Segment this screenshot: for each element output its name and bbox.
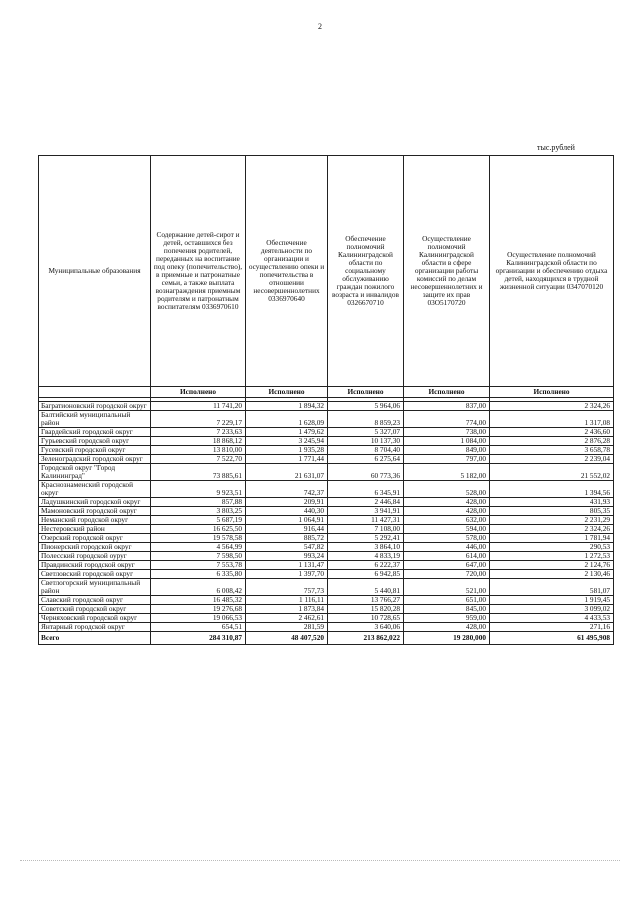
value-cell: 7 598,50 bbox=[151, 552, 246, 561]
value-cell: 3 658,78 bbox=[490, 446, 614, 455]
value-cell: 2 130,46 bbox=[490, 570, 614, 579]
footer-dotted-line bbox=[20, 860, 620, 861]
value-cell: 3 245,94 bbox=[246, 437, 328, 446]
value-cell: 1 084,00 bbox=[404, 437, 490, 446]
table-row bbox=[39, 623, 614, 632]
value-cell: 720,00 bbox=[404, 570, 490, 579]
value-cell: 4 433,53 bbox=[490, 614, 614, 623]
municipality-name: Янтарный городской округ bbox=[39, 623, 151, 632]
value-cell: 614,00 bbox=[404, 552, 490, 561]
total-value: 48 407,520 bbox=[246, 632, 328, 645]
value-cell: 654,51 bbox=[151, 623, 246, 632]
value-cell: 60 773,36 bbox=[328, 464, 404, 481]
value-cell: 547,82 bbox=[246, 543, 328, 552]
value-cell: 3 941,91 bbox=[328, 507, 404, 516]
value-cell: 446,00 bbox=[404, 543, 490, 552]
value-cell: 7 553,78 bbox=[151, 561, 246, 570]
value-cell: 7 108,00 bbox=[328, 525, 404, 534]
value-cell: 2 436,60 bbox=[490, 428, 614, 437]
value-cell: 2 231,29 bbox=[490, 516, 614, 525]
municipality-name: Неманский городской округ bbox=[39, 516, 151, 525]
value-cell: 19 578,58 bbox=[151, 534, 246, 543]
value-cell: 21 552,02 bbox=[490, 464, 614, 481]
municipality-name: Мамоновский городской округ bbox=[39, 507, 151, 516]
value-cell: 428,00 bbox=[404, 507, 490, 516]
value-cell: 15 820,28 bbox=[328, 605, 404, 614]
value-cell: 11 741,20 bbox=[151, 402, 246, 411]
value-cell: 857,88 bbox=[151, 498, 246, 507]
header-col-children-recreation: Осуществление полномочий Калининградской области по организации и обеспечению отдыха детей, находящихся в трудной жизненной ситуации 0347070120 bbox=[490, 156, 614, 387]
value-cell: 6 345,91 bbox=[328, 481, 404, 498]
value-cell: 5 327,07 bbox=[328, 428, 404, 437]
table-row bbox=[39, 516, 614, 525]
value-cell: 3 803,25 bbox=[151, 507, 246, 516]
value-cell: 290,53 bbox=[490, 543, 614, 552]
value-cell: 1 771,44 bbox=[246, 455, 328, 464]
municipality-name: Славский городской округ bbox=[39, 596, 151, 605]
table-row bbox=[39, 411, 614, 428]
subheader-row bbox=[39, 387, 614, 398]
total-value: 61 495,908 bbox=[490, 632, 614, 645]
value-cell: 8 704,40 bbox=[328, 446, 404, 455]
subheader-cell: Исполнено bbox=[404, 387, 490, 398]
value-cell: 2 124,76 bbox=[490, 561, 614, 570]
value-cell: 6 008,42 bbox=[151, 579, 246, 596]
value-cell: 916,44 bbox=[246, 525, 328, 534]
value-cell: 757,73 bbox=[246, 579, 328, 596]
value-cell: 281,59 bbox=[246, 623, 328, 632]
value-cell: 2 324,26 bbox=[490, 525, 614, 534]
value-cell: 8 859,23 bbox=[328, 411, 404, 428]
municipality-name: Гурьевский городской округ bbox=[39, 437, 151, 446]
total-label: Всего bbox=[39, 632, 151, 645]
subheader-cell: Исполнено bbox=[328, 387, 404, 398]
value-cell: 837,00 bbox=[404, 402, 490, 411]
value-cell: 6 222,37 bbox=[328, 561, 404, 570]
value-cell: 528,00 bbox=[404, 481, 490, 498]
value-cell: 3 099,02 bbox=[490, 605, 614, 614]
value-cell: 738,00 bbox=[404, 428, 490, 437]
total-row bbox=[39, 632, 614, 645]
value-cell: 1 894,32 bbox=[246, 402, 328, 411]
value-cell: 440,30 bbox=[246, 507, 328, 516]
value-cell: 6 275,64 bbox=[328, 455, 404, 464]
value-cell: 647,00 bbox=[404, 561, 490, 570]
value-cell: 11 427,31 bbox=[328, 516, 404, 525]
table-row bbox=[39, 464, 614, 481]
value-cell: 1 317,08 bbox=[490, 411, 614, 428]
subheader-cell: Исполнено bbox=[246, 387, 328, 398]
value-cell: 1 397,70 bbox=[246, 570, 328, 579]
value-cell: 1 781,94 bbox=[490, 534, 614, 543]
value-cell: 2 876,28 bbox=[490, 437, 614, 446]
value-cell: 209,91 bbox=[246, 498, 328, 507]
value-cell: 4 833,19 bbox=[328, 552, 404, 561]
municipality-name: Багратионовский городской округ bbox=[39, 402, 151, 411]
header-municipality: Муниципальные образования bbox=[39, 156, 151, 387]
value-cell: 21 631,07 bbox=[246, 464, 328, 481]
value-cell: 428,00 bbox=[404, 623, 490, 632]
value-cell: 797,00 bbox=[404, 455, 490, 464]
municipality-name: Краснознаменский городской округ bbox=[39, 481, 151, 498]
municipality-name: Балтийский муниципальный район bbox=[39, 411, 151, 428]
table-row bbox=[39, 455, 614, 464]
value-cell: 651,00 bbox=[404, 596, 490, 605]
subheader-cell: Исполнено bbox=[490, 387, 614, 398]
header-col-social-service: Обеспечение полномочий Калининградской области по социальному обслуживанию граждан пожилого возраста и инвалидов 0326670710 bbox=[328, 156, 404, 387]
value-cell: 7 522,70 bbox=[151, 455, 246, 464]
municipality-name: Нестеровский район bbox=[39, 525, 151, 534]
value-cell: 5 964,06 bbox=[328, 402, 404, 411]
value-cell: 742,37 bbox=[246, 481, 328, 498]
page-number: 2 bbox=[318, 22, 322, 31]
value-cell: 7 233,63 bbox=[151, 428, 246, 437]
value-cell: 1 479,62 bbox=[246, 428, 328, 437]
municipality-name: Черняховский городской округ bbox=[39, 614, 151, 623]
value-cell: 1 116,11 bbox=[246, 596, 328, 605]
municipality-name: Полесский городской оуруг bbox=[39, 552, 151, 561]
value-cell: 1 131,47 bbox=[246, 561, 328, 570]
value-cell: 1 873,84 bbox=[246, 605, 328, 614]
value-cell: 1 064,91 bbox=[246, 516, 328, 525]
value-cell: 1 394,56 bbox=[490, 481, 614, 498]
value-cell: 13 766,27 bbox=[328, 596, 404, 605]
value-cell: 959,00 bbox=[404, 614, 490, 623]
value-cell: 3 640,06 bbox=[328, 623, 404, 632]
municipality-name: Светлогорский муниципальный район bbox=[39, 579, 151, 596]
budget-table bbox=[38, 155, 614, 645]
value-cell: 4 564,99 bbox=[151, 543, 246, 552]
value-cell: 5 687,19 bbox=[151, 516, 246, 525]
table-row bbox=[39, 481, 614, 498]
value-cell: 2 324,26 bbox=[490, 402, 614, 411]
value-cell: 428,00 bbox=[404, 498, 490, 507]
value-cell: 9 923,51 bbox=[151, 481, 246, 498]
value-cell: 1 628,09 bbox=[246, 411, 328, 428]
municipality-name: Гусевский городской округ bbox=[39, 446, 151, 455]
value-cell: 849,00 bbox=[404, 446, 490, 455]
municipality-name: Озерский городской округ bbox=[39, 534, 151, 543]
value-cell: 805,35 bbox=[490, 507, 614, 516]
value-cell: 16 485,32 bbox=[151, 596, 246, 605]
value-cell: 431,93 bbox=[490, 498, 614, 507]
value-cell: 885,72 bbox=[246, 534, 328, 543]
value-cell: 2 239,04 bbox=[490, 455, 614, 464]
value-cell: 632,00 bbox=[404, 516, 490, 525]
municipality-name: Гвардейский городской округ bbox=[39, 428, 151, 437]
header-row bbox=[39, 156, 614, 387]
value-cell: 521,00 bbox=[404, 579, 490, 596]
municipality-name: Зеленоградский городской округ bbox=[39, 455, 151, 464]
value-cell: 581,07 bbox=[490, 579, 614, 596]
value-cell: 1 919,45 bbox=[490, 596, 614, 605]
unit-label: тыс.рублей bbox=[537, 143, 575, 152]
municipality-name: Правдинский городской округ bbox=[39, 561, 151, 570]
value-cell: 10 137,30 bbox=[328, 437, 404, 446]
value-cell: 19 066,53 bbox=[151, 614, 246, 623]
value-cell: 774,00 bbox=[404, 411, 490, 428]
municipality-name: Советский городской округ bbox=[39, 605, 151, 614]
value-cell: 73 885,61 bbox=[151, 464, 246, 481]
table-row bbox=[39, 525, 614, 534]
header-col-guardianship: Обеспечение деятельности по организации и осуществлению опеки и попечительства в отношении несовершеннолетних 0336970640 bbox=[246, 156, 328, 387]
value-cell: 10 728,65 bbox=[328, 614, 404, 623]
total-value: 284 310,87 bbox=[151, 632, 246, 645]
value-cell: 5 292,41 bbox=[328, 534, 404, 543]
value-cell: 594,00 bbox=[404, 525, 490, 534]
value-cell: 6 942,85 bbox=[328, 570, 404, 579]
value-cell: 2 462,61 bbox=[246, 614, 328, 623]
value-cell: 3 864,10 bbox=[328, 543, 404, 552]
table-row bbox=[39, 579, 614, 596]
municipality-name: Ладушкинский городской округ bbox=[39, 498, 151, 507]
value-cell: 1 935,28 bbox=[246, 446, 328, 455]
header-col-minors-commissions: Осуществление полномочий Калининградской области в сфере организации работы комиссий по делам несовершеннолетних и защите их прав 03О5170720 bbox=[404, 156, 490, 387]
municipality-name: Светловский городской округ bbox=[39, 570, 151, 579]
subheader-cell: Исполнено bbox=[151, 387, 246, 398]
value-cell: 1 272,53 bbox=[490, 552, 614, 561]
total-value: 19 280,000 bbox=[404, 632, 490, 645]
value-cell: 5 440,81 bbox=[328, 579, 404, 596]
total-value: 213 862,022 bbox=[328, 632, 404, 645]
value-cell: 845,00 bbox=[404, 605, 490, 614]
subheader-empty bbox=[39, 387, 151, 398]
value-cell: 6 335,80 bbox=[151, 570, 246, 579]
value-cell: 993,24 bbox=[246, 552, 328, 561]
value-cell: 19 276,68 bbox=[151, 605, 246, 614]
value-cell: 7 229,17 bbox=[151, 411, 246, 428]
municipality-name: Городской округ "Город Калининград" bbox=[39, 464, 151, 481]
value-cell: 16 625,50 bbox=[151, 525, 246, 534]
header-col-orphans: Содержание детей-сирот и детей, оставшихся без попечения родителей, переданных на воспитание под опеку (попечительство), в приемные и патронатные семьи, а также выплата вознаграждения приемным родителям и патронатным воспитателям 0336970610 bbox=[151, 156, 246, 387]
value-cell: 271,16 bbox=[490, 623, 614, 632]
value-cell: 18 868,12 bbox=[151, 437, 246, 446]
value-cell: 13 810,00 bbox=[151, 446, 246, 455]
value-cell: 2 446,84 bbox=[328, 498, 404, 507]
municipality-name: Пионерский городской округ bbox=[39, 543, 151, 552]
value-cell: 5 182,00 bbox=[404, 464, 490, 481]
value-cell: 578,00 bbox=[404, 534, 490, 543]
